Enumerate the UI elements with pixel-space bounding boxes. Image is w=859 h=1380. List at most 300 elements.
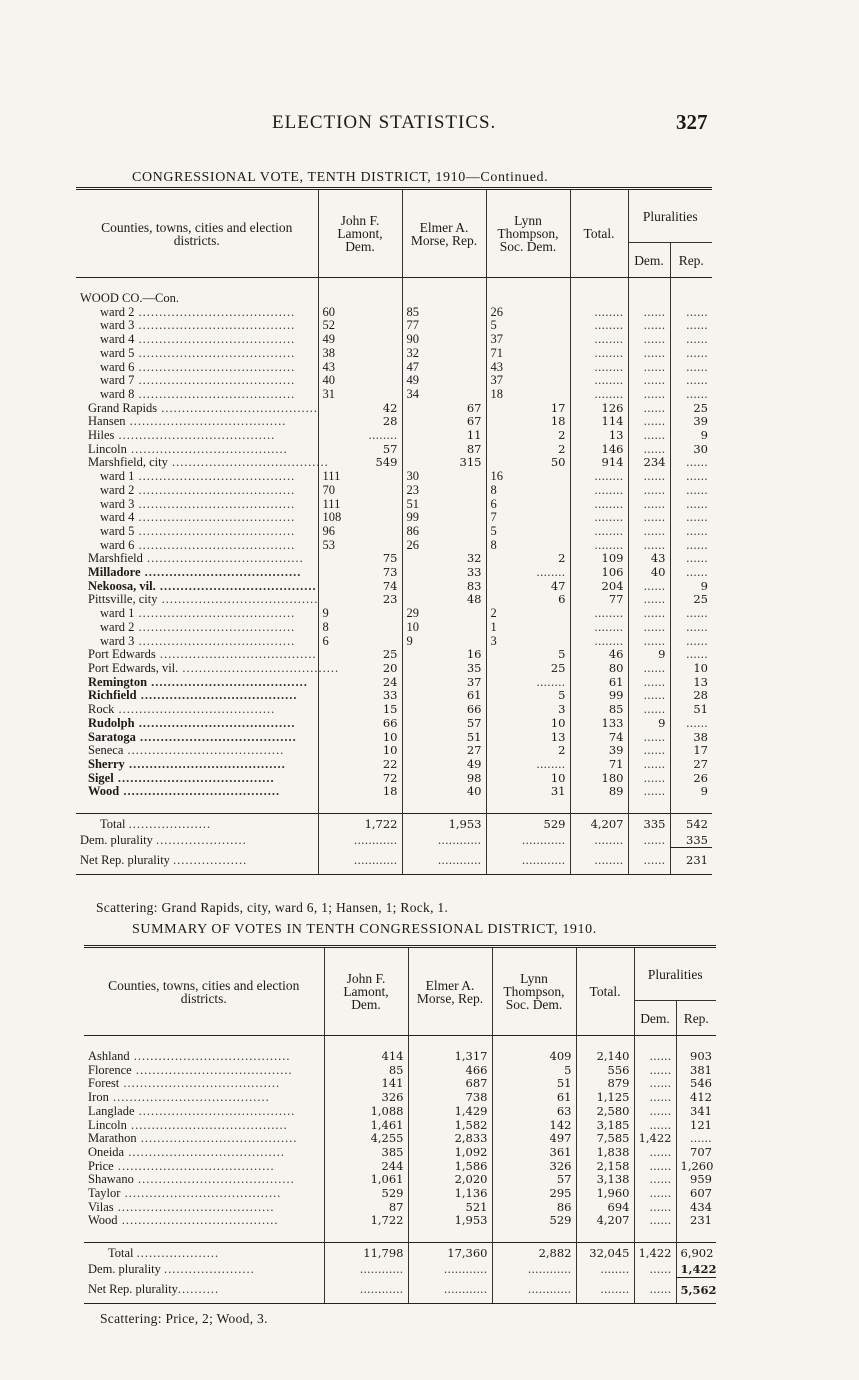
cell-thompson: 13 (486, 731, 570, 745)
table-row (84, 1105, 716, 1119)
cell-morse: 90 (402, 333, 486, 347)
cell-rep: ...... (670, 333, 712, 347)
row-name: Port Edwards, vil. ...................................... (88, 660, 340, 675)
total-dem: 335 (628, 814, 670, 834)
cell-total: ........ (570, 539, 628, 553)
dem-plurality-rep: 1,422 (676, 1263, 716, 1277)
dem-plurality-label: Dem. plurality ...................... (80, 832, 247, 847)
cell-dem: ...... (628, 319, 670, 333)
col-header-dem: Dem. (634, 1001, 676, 1036)
cell-total: 126 (570, 402, 628, 416)
cell-dem: ...... (634, 1160, 676, 1174)
cell-thompson: 5 (486, 648, 570, 662)
cell-morse: 687 (408, 1077, 492, 1091)
cell-total: 556 (576, 1064, 634, 1078)
cell-total: ........ (570, 374, 628, 388)
cell-thompson: 50 (486, 456, 570, 470)
table-row (84, 1146, 716, 1160)
cell-total: 1,125 (576, 1091, 634, 1105)
cell-thompson: 6 (486, 593, 570, 607)
cell-total: 71 (570, 758, 628, 772)
table1-title: CONGRESSIONAL VOTE, TENTH DISTRICT, 1910—Continued. (132, 170, 549, 185)
col-header-total: Total. (570, 189, 628, 278)
cell-total: ........ (570, 525, 628, 539)
cell-lamont: 52 (318, 319, 402, 333)
table-row (76, 306, 712, 320)
table-row (76, 511, 712, 525)
col-header-thompson: Lynn Thompson, Soc. Dem. (492, 947, 576, 1036)
table-row (76, 498, 712, 512)
cell-rep: ...... (670, 306, 712, 320)
cell-rep: ...... (670, 607, 712, 621)
cell-thompson: 63 (492, 1105, 576, 1119)
row-name: Rudolph ...................................... (88, 715, 296, 730)
cell-lamont: 87 (324, 1201, 408, 1215)
total-rep: 542 (670, 814, 712, 834)
table-row (76, 593, 712, 607)
cell-dem (628, 292, 670, 306)
cell-morse: 1,953 (408, 1214, 492, 1228)
cell-rep: 17 (670, 744, 712, 758)
cell-lamont: 1,088 (324, 1105, 408, 1119)
cell-morse: 11 (402, 429, 486, 443)
cell-lamont (318, 292, 402, 306)
cell-lamont: 1,722 (324, 1214, 408, 1228)
cell-dem: ...... (628, 731, 670, 745)
cell-rep: 546 (676, 1077, 716, 1091)
cell-thompson: 86 (492, 1201, 576, 1215)
cell-morse: 1,317 (408, 1050, 492, 1064)
row-name: Hiles ...................................... (88, 428, 276, 443)
cell-lamont: 70 (318, 484, 402, 498)
total-lamont: 1,722 (318, 814, 402, 834)
table2-body (84, 1036, 716, 1243)
cell-dem: ...... (634, 1077, 676, 1091)
cell-dem: ...... (628, 785, 670, 799)
cell-morse: 1,429 (408, 1105, 492, 1119)
row-name: Sigel ...................................... (88, 770, 275, 785)
table-row (76, 731, 712, 745)
cell-total: 3,138 (576, 1173, 634, 1187)
cell-total: ........ (570, 347, 628, 361)
cell-lamont: 43 (318, 361, 402, 375)
cell-total: ........ (570, 484, 628, 498)
cell-thompson: 43 (486, 361, 570, 375)
cell-thompson: 5 (486, 689, 570, 703)
cell-thompson: 8 (486, 484, 570, 498)
cell-rep: ...... (670, 484, 712, 498)
cell-lamont: 20 (318, 662, 402, 676)
row-name: WOOD CO.—Con. (80, 291, 179, 305)
row-name: ward 2 ...................................... (100, 619, 296, 634)
cell-dem: ...... (628, 621, 670, 635)
cell-thompson: 37 (486, 374, 570, 388)
row-name: Lincoln ...................................... (88, 441, 288, 456)
row-name: ward 3 ...................................... (100, 633, 296, 648)
row-name: Pittsville, city ...................................... (88, 592, 319, 607)
running-title: ELECTION STATISTICS. (272, 112, 497, 133)
col-header-pluralities: Pluralities (634, 947, 716, 1001)
cell-morse: 1,582 (408, 1119, 492, 1133)
cell-morse: 87 (402, 443, 486, 457)
cell-dem: 1,422 (634, 1132, 676, 1146)
cell-thompson: 326 (492, 1160, 576, 1174)
total-label: Total .................... (76, 814, 318, 834)
cell-morse: 77 (402, 319, 486, 333)
cell-dem: ...... (628, 333, 670, 347)
dem-plurality-row: Dem. plurality ...................... ............ ............ ............ ........ ...... 1,422 (84, 1263, 716, 1277)
cell-thompson: 295 (492, 1187, 576, 1201)
cell-lamont: 141 (324, 1077, 408, 1091)
cell-total: ........ (570, 511, 628, 525)
cell-morse: 51 (402, 731, 486, 745)
cell-total: 74 (570, 731, 628, 745)
table-row (76, 361, 712, 375)
cell-thompson: 5 (486, 319, 570, 333)
table-row (84, 1187, 716, 1201)
cell-dem: ...... (628, 361, 670, 375)
cell-morse: 98 (402, 772, 486, 786)
dem-plurality-rep: 335 (670, 834, 712, 848)
cell-dem: ...... (634, 1091, 676, 1105)
page-number: 327 (676, 110, 708, 134)
table-row (76, 347, 712, 361)
row-name: Marathon ...................................... (88, 1131, 298, 1146)
cell-total: 7,585 (576, 1132, 634, 1146)
cell-rep: 25 (670, 593, 712, 607)
net-rep-plurality-rep: 231 (670, 848, 712, 875)
cell-morse: 48 (402, 593, 486, 607)
summary-votes-table (84, 945, 716, 1304)
cell-lamont: 23 (318, 593, 402, 607)
cell-rep: 9 (670, 785, 712, 799)
cell-total: 180 (570, 772, 628, 786)
table-row (76, 662, 712, 676)
cell-lamont: 66 (318, 717, 402, 731)
cell-rep: ...... (670, 498, 712, 512)
cell-total: 46 (570, 648, 628, 662)
cell-thompson: 31 (486, 785, 570, 799)
cell-dem: ...... (634, 1050, 676, 1064)
table-row (76, 635, 712, 649)
cell-total: 879 (576, 1077, 634, 1091)
cell-rep: ...... (670, 635, 712, 649)
cell-morse: 32 (402, 347, 486, 361)
col-header-name: Counties, towns, cities and election districts. (84, 947, 324, 1036)
cell-lamont: 10 (318, 731, 402, 745)
cell-total: ........ (570, 607, 628, 621)
table-row (76, 456, 712, 470)
row-name: Marshfield ...................................... (88, 551, 304, 566)
cell-morse: 30 (402, 470, 486, 484)
table-row (84, 1064, 716, 1078)
cell-morse: 32 (402, 552, 486, 566)
table-row (76, 648, 712, 662)
cell-thompson: 18 (486, 415, 570, 429)
cell-dem: ...... (634, 1105, 676, 1119)
net-rep-plurality-label: Net Rep. plurality.......... (84, 1277, 324, 1304)
cell-thompson: 1 (486, 621, 570, 635)
cell-rep: 30 (670, 443, 712, 457)
cell-rep: 381 (676, 1064, 716, 1078)
row-name: Taylor ...................................... (88, 1186, 282, 1201)
table-row (76, 539, 712, 553)
cell-lamont: 18 (318, 785, 402, 799)
cell-rep: ...... (670, 566, 712, 580)
cell-lamont: 10 (318, 744, 402, 758)
cell-total: 39 (570, 744, 628, 758)
cell-dem: ...... (628, 703, 670, 717)
row-name: Lincoln ...................................... (88, 1117, 288, 1132)
table1-summary (76, 814, 712, 875)
cell-lamont: 85 (324, 1064, 408, 1078)
cell-total: 2,580 (576, 1105, 634, 1119)
cell-morse: 86 (402, 525, 486, 539)
col-header-rep: Rep. (670, 243, 712, 278)
cell-lamont: 28 (318, 415, 402, 429)
total-row (76, 814, 712, 834)
cell-total: 133 (570, 717, 628, 731)
row-name: Marshfield, city ...................................... (88, 455, 329, 470)
cell-morse: 10 (402, 621, 486, 635)
row-name: Langlade ...................................... (88, 1103, 296, 1118)
cell-thompson: 5 (492, 1064, 576, 1078)
cell-morse: 315 (402, 456, 486, 470)
cell-dem: ...... (628, 443, 670, 457)
cell-total: 694 (576, 1201, 634, 1215)
cell-morse: 67 (402, 415, 486, 429)
cell-morse (402, 292, 486, 306)
cell-lamont: 33 (318, 689, 402, 703)
cell-thompson: 409 (492, 1050, 576, 1064)
cell-total: ........ (570, 498, 628, 512)
cell-dem: ...... (628, 689, 670, 703)
cell-morse: 1,136 (408, 1187, 492, 1201)
cell-rep: 28 (670, 689, 712, 703)
cell-lamont: 9 (318, 607, 402, 621)
cell-dem: ...... (628, 539, 670, 553)
cell-morse: 9 (402, 635, 486, 649)
cell-total: 89 (570, 785, 628, 799)
total-rep: 6,902 (676, 1243, 716, 1263)
net-rep-plurality-rep: 5,562 (676, 1277, 716, 1304)
cell-morse: 521 (408, 1201, 492, 1215)
cell-rep: ...... (676, 1132, 716, 1146)
col-header-pluralities: Pluralities (628, 189, 712, 243)
cell-thompson: 51 (492, 1077, 576, 1091)
row-name: Saratoga ...................................... (88, 729, 297, 744)
row-name: Forest ...................................... (88, 1076, 281, 1091)
cell-dem: ...... (628, 744, 670, 758)
cell-rep: ...... (670, 621, 712, 635)
cell-morse: 47 (402, 361, 486, 375)
cell-total: 109 (570, 552, 628, 566)
cell-morse: 27 (402, 744, 486, 758)
cell-total: 2,158 (576, 1160, 634, 1174)
cell-rep: ...... (670, 319, 712, 333)
cell-rep: ...... (670, 361, 712, 375)
table-row (76, 525, 712, 539)
cell-morse: 2,833 (408, 1132, 492, 1146)
cell-dem: ...... (634, 1173, 676, 1187)
table-row (84, 1160, 716, 1174)
cell-morse: 40 (402, 785, 486, 799)
table-row (84, 1173, 716, 1187)
cell-total: 914 (570, 456, 628, 470)
cell-morse: 61 (402, 689, 486, 703)
cell-lamont: 1,461 (324, 1119, 408, 1133)
dem-plurality-label: Dem. plurality ...................... (88, 1262, 255, 1277)
cell-morse: 2,020 (408, 1173, 492, 1187)
cell-lamont: 111 (318, 498, 402, 512)
page-header (0, 112, 859, 138)
cell-morse: 29 (402, 607, 486, 621)
cell-rep: 39 (670, 415, 712, 429)
cell-rep: 25 (670, 402, 712, 416)
cell-dem: 43 (628, 552, 670, 566)
table-row (76, 758, 712, 772)
row-name: Rock ...................................... (88, 702, 276, 717)
cell-lamont: 385 (324, 1146, 408, 1160)
cell-thompson: 57 (492, 1173, 576, 1187)
cell-thompson: 71 (486, 347, 570, 361)
total-label: Total .................... (84, 1243, 324, 1263)
row-name: Wood ...................................... (88, 784, 281, 799)
cell-dem: ...... (628, 635, 670, 649)
cell-lamont: 529 (324, 1187, 408, 1201)
table2-scattering-note: Scattering: Price, 2; Wood, 3. (100, 1311, 268, 1326)
table-row (76, 484, 712, 498)
row-name: Vilas ...................................... (88, 1199, 275, 1214)
cell-lamont: 53 (318, 539, 402, 553)
cell-lamont: 108 (318, 511, 402, 525)
cell-rep: ...... (670, 648, 712, 662)
cell-dem: ...... (628, 347, 670, 361)
cell-dem: ...... (628, 758, 670, 772)
cell-total: ........ (570, 470, 628, 484)
cell-dem: ...... (628, 484, 670, 498)
total-lamont: 11,798 (324, 1243, 408, 1263)
cell-total: 85 (570, 703, 628, 717)
cell-lamont: 57 (318, 443, 402, 457)
cell-lamont: 40 (318, 374, 402, 388)
row-name: ward 6 ...................................... (100, 537, 296, 552)
net-rep-plurality-label: Net Rep. plurality .................. (76, 848, 318, 875)
table-row (76, 443, 712, 457)
row-name: ward 5 ...................................... (100, 523, 296, 538)
cell-rep: 1,260 (676, 1160, 716, 1174)
cell-thompson: 142 (492, 1119, 576, 1133)
cell-morse: 738 (408, 1091, 492, 1105)
cell-total: 99 (570, 689, 628, 703)
row-name: ward 7 ...................................... (100, 373, 296, 388)
cell-total: 204 (570, 580, 628, 594)
cell-morse: 85 (402, 306, 486, 320)
cell-dem: ...... (628, 306, 670, 320)
cell-total (570, 292, 628, 306)
cell-rep: 27 (670, 758, 712, 772)
cell-dem: 234 (628, 456, 670, 470)
table-row (76, 319, 712, 333)
cell-dem: ...... (634, 1187, 676, 1201)
cell-morse: 57 (402, 717, 486, 731)
row-name: Grand Rapids ...................................... (88, 400, 318, 415)
table-row (76, 689, 712, 703)
cell-lamont: 414 (324, 1050, 408, 1064)
row-name: Remington ...................................... (88, 674, 308, 689)
cell-lamont: 549 (318, 456, 402, 470)
table1-scattering-note: Scattering: Grand Rapids, city, ward 6, 1; Hansen, 1; Rock, 1. (96, 900, 449, 915)
cell-thompson: 2 (486, 429, 570, 443)
cell-rep: 341 (676, 1105, 716, 1119)
cell-lamont: 6 (318, 635, 402, 649)
cell-rep: 707 (676, 1146, 716, 1160)
table2-header (84, 947, 716, 1036)
cell-rep: 10 (670, 662, 712, 676)
row-name: Richfield ...................................... (88, 688, 298, 703)
total-morse: 17,360 (408, 1243, 492, 1263)
table-row (76, 552, 712, 566)
cell-morse: 1,586 (408, 1160, 492, 1174)
cell-morse: 49 (402, 374, 486, 388)
cell-rep: ...... (670, 525, 712, 539)
cell-rep: ...... (670, 552, 712, 566)
table-row (76, 607, 712, 621)
cell-thompson: 7 (486, 511, 570, 525)
cell-morse: 33 (402, 566, 486, 580)
cell-morse: 67 (402, 402, 486, 416)
total-total: 4,207 (570, 814, 628, 834)
cell-morse: 83 (402, 580, 486, 594)
cell-thompson: 25 (486, 662, 570, 676)
row-name: Milladore ...................................... (88, 565, 302, 580)
table-row (76, 429, 712, 443)
table-row (76, 415, 712, 429)
cell-dem: ...... (628, 511, 670, 525)
cell-lamont: 73 (318, 566, 402, 580)
cell-dem: ...... (628, 607, 670, 621)
cell-rep: 903 (676, 1050, 716, 1064)
cell-total: 61 (570, 676, 628, 690)
col-header-rep: Rep. (676, 1001, 716, 1036)
col-header-lamont: John F. Lamont, Dem. (324, 947, 408, 1036)
cell-lamont: 96 (318, 525, 402, 539)
cell-thompson: 8 (486, 539, 570, 553)
row-name: ward 4 ...................................... (100, 332, 296, 347)
cell-thompson: 2 (486, 607, 570, 621)
cell-thompson: 2 (486, 744, 570, 758)
cell-rep: 51 (670, 703, 712, 717)
net-rep-plurality-row: Net Rep. plurality.......... ............ ............ ............ ........ ...... 5,562 (84, 1277, 716, 1304)
cell-total: ........ (570, 319, 628, 333)
cell-thompson: 3 (486, 635, 570, 649)
row-name: Ashland ...................................... (88, 1049, 291, 1063)
row-name: Sherry ...................................... (88, 756, 286, 771)
cell-lamont: 42 (318, 402, 402, 416)
cell-thompson: 10 (486, 772, 570, 786)
cell-lamont: 8 (318, 621, 402, 635)
table-row (76, 374, 712, 388)
table-row (84, 1091, 716, 1105)
total-thompson: 2,882 (492, 1243, 576, 1263)
table-row (76, 402, 712, 416)
cell-morse: 49 (402, 758, 486, 772)
row-name: Florence ...................................... (88, 1062, 293, 1077)
cell-lamont: 72 (318, 772, 402, 786)
cell-total: 1,960 (576, 1187, 634, 1201)
cell-dem: ...... (628, 498, 670, 512)
row-name: ward 3 ...................................... (100, 496, 296, 511)
